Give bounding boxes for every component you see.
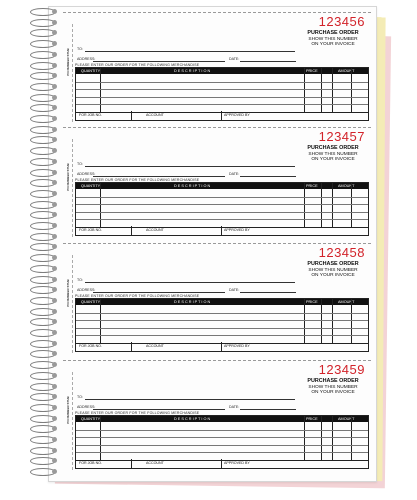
date-field[interactable] [240,61,296,62]
account-label: ACCOUNT [146,228,164,232]
punch-hole [52,9,57,14]
account-label: ACCOUNT [146,344,164,348]
job-number-label: FOR JOB NO. [79,113,102,117]
footer-divider [131,111,132,120]
order-instruction: PLEASE ENTER OUR ORDER FOR THE FOLLOWING MERCHANDISE [75,293,200,298]
amount-header: AMOUNT [338,184,355,188]
punch-hole [52,202,57,207]
address-label: ADDRESS: [77,405,96,409]
date-label: DATE: [229,288,240,292]
spiral-coil-loop [30,72,60,79]
spiral-coil-loop [30,447,60,454]
po-title: PURCHASE ORDER [307,378,359,384]
perforation-line [63,360,371,361]
amount-header: AMOUNT [338,300,355,304]
po-number: 123459 [318,362,365,377]
spiral-coil-loop [30,51,60,58]
punch-hole [52,191,57,196]
po-subtitle-2: ON YOUR INVOICE [311,157,355,163]
purchase-order-form [63,245,371,357]
date-field[interactable] [240,292,296,293]
date-label: DATE: [229,57,240,61]
spiral-coil-loop [30,468,60,475]
perforation-line [63,12,371,13]
date-label: DATE: [229,405,240,409]
punch-hole [52,341,57,346]
spiral-coil-loop [30,40,60,47]
punch-hole [52,298,57,303]
to-label: TO: [77,162,83,166]
description-header: D E S C R I P T I O N [174,184,211,188]
punch-hole [52,41,57,46]
footer-divider [131,459,132,468]
to-field[interactable] [85,282,295,283]
spiral-coil-loop [30,83,60,90]
spiral-coil-loop [30,350,60,357]
po-subtitle-1: SHOW THIS NUMBER [308,36,358,42]
punch-hole [52,52,57,57]
po-subtitle-1: SHOW THIS NUMBER [308,267,358,273]
punch-hole [52,309,57,314]
spiral-coil-loop [30,190,60,197]
punch-hole [52,277,57,282]
row-divider [76,313,368,314]
row-divider [76,89,368,90]
spiral-coil-loop [30,126,60,133]
po-stub [63,24,73,122]
punch-hole [52,448,57,453]
address-label: ADDRESS: [77,57,96,61]
spiral-coil-loop [30,276,60,283]
approved-by-label: APPROVED BY [224,113,250,117]
to-field[interactable] [85,399,295,400]
punch-hole [52,426,57,431]
approved-by-label: APPROVED BY [224,228,250,232]
punch-hole [52,63,57,68]
amount-header: AMOUNT [338,417,355,421]
punch-hole [52,30,57,35]
address-label: ADDRESS: [77,288,96,292]
spiral-coil-loop [30,115,60,122]
punch-hole [52,373,57,378]
row-divider [76,97,368,98]
po-number: 123457 [318,129,365,144]
punch-hole [52,394,57,399]
stub-label: PO NUMBER STUB [66,279,70,307]
order-table-header [76,416,368,422]
punch-hole [52,105,57,110]
stub-label: PO NUMBER STUB [66,396,70,424]
spiral-coil-loop [30,94,60,101]
punch-hole [52,159,57,164]
spiral-coil-loop [30,318,60,325]
row-divider [76,328,368,329]
spiral-coil-loop [30,201,60,208]
row-divider [76,445,368,446]
order-table [75,415,369,461]
spiral-coil-loop [30,297,60,304]
spiral-binding [30,8,64,480]
account-label: ACCOUNT [146,113,164,117]
punch-hole [52,458,57,463]
spiral-coil-loop [30,393,60,400]
description-header: D E S C R I P T I O N [174,300,211,304]
spiral-coil-loop [30,383,60,390]
spiral-coil-loop [30,361,60,368]
punch-hole [52,73,57,78]
to-field[interactable] [85,166,295,167]
order-footer [75,342,369,352]
address-label: ADDRESS: [77,172,96,176]
price-header: PRICE [306,184,318,188]
price-header: PRICE [306,417,318,421]
spiral-coil-loop [30,340,60,347]
order-instruction: PLEASE ENTER OUR ORDER FOR THE FOLLOWING MERCHANDISE [75,410,200,415]
job-number-label: FOR JOB NO. [79,344,102,348]
perforation-line [63,243,371,244]
po-heading [301,379,365,396]
footer-divider [131,342,132,351]
spiral-coil-loop [30,147,60,154]
punch-hole [52,170,57,175]
to-field[interactable] [85,51,295,52]
quantity-header: QUANTITY [81,417,101,421]
punch-hole [52,20,57,25]
spiral-coil-loop [30,425,60,432]
to-label: TO: [77,395,83,399]
perforation-line [63,127,371,128]
spiral-coil-loop [30,158,60,165]
spiral-coil-loop [30,329,60,336]
spiral-coil-loop [30,222,60,229]
punch-hole [52,127,57,132]
quantity-header: QUANTITY [81,184,101,188]
po-number: 123458 [318,245,365,260]
description-header: D E S C R I P T I O N [174,69,211,73]
row-divider [76,320,368,321]
punch-hole [52,362,57,367]
purchase-order-form [63,14,371,126]
order-instruction: PLEASE ENTER OUR ORDER FOR THE FOLLOWING MERCHANDISE [75,177,200,182]
stub-label: PO NUMBER STUB [66,48,70,76]
spiral-coil-loop [30,104,60,111]
spiral-coil-loop [30,136,60,143]
row-divider [76,219,368,220]
row-divider [76,437,368,438]
po-heading [301,262,365,279]
punch-hole [52,266,57,271]
job-number-label: FOR JOB NO. [79,228,102,232]
spiral-coil-loop [30,19,60,26]
amount-header: AMOUNT [338,69,355,73]
punch-hole [52,351,57,356]
order-table-header [76,299,368,305]
po-heading [301,146,365,163]
row-divider [76,204,368,205]
po-subtitle-1: SHOW THIS NUMBER [308,151,358,157]
spiral-coil-loop [30,436,60,443]
quantity-header: QUANTITY [81,69,101,73]
punch-hole [52,148,57,153]
punch-hole [52,255,57,260]
spiral-coil-loop [30,8,60,15]
stub-label: PO NUMBER STUB [66,163,70,191]
order-table-header [76,183,368,189]
order-footer [75,111,369,121]
row-divider [76,452,368,453]
footer-divider [221,226,222,235]
row-divider [76,82,368,83]
date-field[interactable] [240,409,296,410]
punch-hole [52,287,57,292]
spiral-coil-loop [30,243,60,250]
punch-hole [52,405,57,410]
row-divider [76,212,368,213]
approved-by-label: APPROVED BY [224,461,250,465]
purchase-order-form [63,129,371,241]
spiral-coil-loop [30,415,60,422]
punch-hole [52,244,57,249]
punch-hole [52,116,57,121]
po-subtitle-1: SHOW THIS NUMBER [308,384,358,390]
order-table-header [76,68,368,74]
row-divider [76,335,368,336]
purchase-order-form [63,362,371,474]
spiral-coil-loop [30,254,60,261]
footer-divider [131,226,132,235]
job-number-label: FOR JOB NO. [79,461,102,465]
spiral-coil-loop [30,372,60,379]
spiral-coil-loop [30,179,60,186]
spiral-coil-loop [30,286,60,293]
punch-hole [52,416,57,421]
po-title: PURCHASE ORDER [307,145,359,151]
po-title: PURCHASE ORDER [307,30,359,36]
po-subtitle-2: ON YOUR INVOICE [311,390,355,396]
row-divider [76,104,368,105]
po-subtitle-2: ON YOUR INVOICE [311,42,355,48]
po-number: 123456 [318,14,365,29]
po-stub [63,139,73,237]
spiral-coil-loop [30,211,60,218]
po-subtitle-2: ON YOUR INVOICE [311,273,355,279]
punch-hole [52,330,57,335]
spiral-coil-loop [30,62,60,69]
spiral-coil-loop [30,233,60,240]
footer-divider [221,459,222,468]
row-divider [76,197,368,198]
po-title: PURCHASE ORDER [307,261,359,267]
punch-hole [52,84,57,89]
spiral-coil-loop [30,457,60,464]
date-field[interactable] [240,176,296,177]
order-table [75,67,369,113]
punch-hole [52,212,57,217]
description-header: D E S C R I P T I O N [174,417,211,421]
order-instruction: PLEASE ENTER OUR ORDER FOR THE FOLLOWING MERCHANDISE [75,62,200,67]
to-label: TO: [77,47,83,51]
punch-hole [52,95,57,100]
spiral-coil-loop [30,169,60,176]
po-stub [63,372,73,470]
approved-by-label: APPROVED BY [224,344,250,348]
account-label: ACCOUNT [146,461,164,465]
punch-hole [52,469,57,474]
price-header: PRICE [306,300,318,304]
footer-divider [221,111,222,120]
spiral-coil-loop [30,29,60,36]
punch-hole [52,137,57,142]
punch-hole [52,234,57,239]
order-footer [75,459,369,469]
order-table [75,182,369,228]
to-label: TO: [77,278,83,282]
date-label: DATE: [229,172,240,176]
price-header: PRICE [306,69,318,73]
po-stub [63,255,73,353]
spiral-coil-loop [30,308,60,315]
footer-divider [221,342,222,351]
spiral-coil-loop [30,265,60,272]
po-heading [301,31,365,48]
order-table [75,298,369,344]
punch-hole [52,180,57,185]
punch-hole [52,223,57,228]
quantity-header: QUANTITY [81,300,101,304]
punch-hole [52,384,57,389]
punch-hole [52,437,57,442]
spiral-coil-loop [30,404,60,411]
order-footer [75,226,369,236]
punch-hole [52,319,57,324]
row-divider [76,430,368,431]
